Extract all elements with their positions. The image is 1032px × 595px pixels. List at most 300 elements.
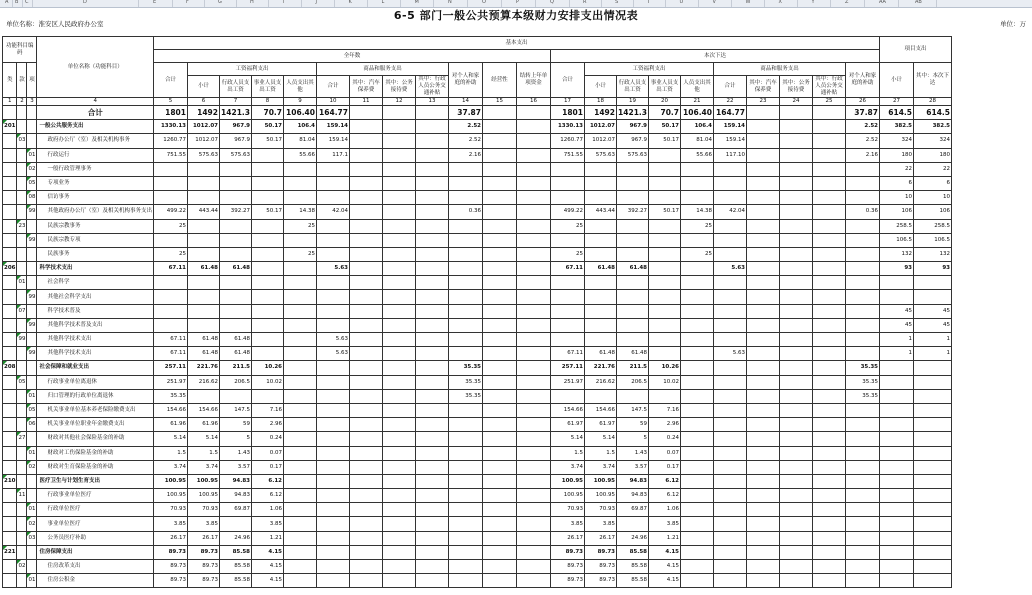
value-cell[interactable] — [681, 446, 714, 460]
value-cell[interactable] — [714, 446, 747, 460]
value-cell[interactable] — [813, 276, 846, 290]
xiang-cell[interactable] — [27, 304, 37, 318]
value-cell[interactable] — [449, 233, 483, 247]
value-cell[interactable] — [284, 531, 317, 545]
value-cell[interactable] — [780, 262, 813, 276]
value-cell[interactable]: 89.73 — [188, 560, 220, 574]
value-cell[interactable] — [846, 290, 880, 304]
value-cell[interactable]: 7.16 — [252, 403, 284, 417]
value-cell[interactable] — [714, 531, 747, 545]
value-cell[interactable]: 45 — [914, 318, 952, 332]
value-cell[interactable]: 499.22 — [551, 205, 585, 219]
value-cell[interactable] — [517, 531, 551, 545]
value-cell[interactable] — [747, 361, 780, 375]
value-cell[interactable] — [483, 531, 517, 545]
value-cell[interactable] — [846, 219, 880, 233]
value-cell[interactable]: 70.93 — [188, 503, 220, 517]
sheet-column-letter[interactable]: M — [414, 0, 419, 5]
value-cell[interactable] — [681, 318, 714, 332]
value-cell[interactable]: 35.35 — [154, 389, 188, 403]
value-cell[interactable] — [350, 503, 383, 517]
lei-cell[interactable] — [3, 560, 17, 574]
value-cell[interactable] — [714, 389, 747, 403]
value-cell[interactable] — [846, 560, 880, 574]
value-cell[interactable]: 22 — [914, 162, 952, 176]
value-cell[interactable] — [517, 318, 551, 332]
value-cell[interactable] — [517, 233, 551, 247]
value-cell[interactable]: 89.73 — [154, 545, 188, 559]
xiang-cell[interactable]: 01 — [27, 446, 37, 460]
value-cell[interactable] — [284, 418, 317, 432]
value-cell[interactable] — [813, 474, 846, 488]
value-cell[interactable] — [284, 432, 317, 446]
value-cell[interactable] — [317, 290, 350, 304]
value-cell[interactable] — [350, 176, 383, 190]
value-cell[interactable]: 61.48 — [188, 333, 220, 347]
value-cell[interactable]: 85.58 — [220, 545, 252, 559]
value-cell[interactable] — [880, 403, 914, 417]
value-cell[interactable] — [585, 318, 617, 332]
value-cell[interactable]: 4.15 — [252, 545, 284, 559]
value-cell[interactable]: 50.17 — [252, 134, 284, 148]
value-cell[interactable] — [383, 574, 416, 588]
value-cell[interactable] — [813, 517, 846, 531]
kuan-cell[interactable] — [17, 233, 27, 247]
value-cell[interactable]: 251.97 — [551, 375, 585, 389]
value-cell[interactable]: 1260.77 — [154, 134, 188, 148]
total-cell[interactable] — [517, 106, 551, 120]
value-cell[interactable] — [780, 191, 813, 205]
value-cell[interactable] — [284, 318, 317, 332]
value-cell[interactable] — [350, 418, 383, 432]
value-cell[interactable]: 89.73 — [551, 574, 585, 588]
value-cell[interactable] — [813, 489, 846, 503]
lei-cell[interactable] — [3, 219, 17, 233]
value-cell[interactable] — [649, 176, 681, 190]
value-cell[interactable] — [780, 460, 813, 474]
value-cell[interactable] — [780, 474, 813, 488]
value-cell[interactable] — [317, 361, 350, 375]
value-cell[interactable] — [383, 489, 416, 503]
kuan-cell[interactable] — [17, 205, 27, 219]
value-cell[interactable] — [681, 503, 714, 517]
value-cell[interactable]: 89.73 — [188, 545, 220, 559]
sheet-column-letter[interactable]: W — [745, 0, 751, 5]
value-cell[interactable]: 575.63 — [617, 148, 649, 162]
value-cell[interactable] — [585, 176, 617, 190]
value-cell[interactable] — [483, 247, 517, 261]
lei-cell[interactable] — [3, 247, 17, 261]
lei-cell[interactable] — [3, 503, 17, 517]
value-cell[interactable] — [483, 191, 517, 205]
value-cell[interactable] — [914, 517, 952, 531]
value-cell[interactable]: 257.11 — [154, 361, 188, 375]
lei-cell[interactable]: 210 — [3, 474, 17, 488]
value-cell[interactable] — [747, 276, 780, 290]
value-cell[interactable] — [252, 148, 284, 162]
xiang-cell[interactable]: 08 — [27, 191, 37, 205]
value-cell[interactable] — [383, 361, 416, 375]
value-cell[interactable]: 106 — [914, 205, 952, 219]
value-cell[interactable] — [252, 389, 284, 403]
value-cell[interactable]: 5.63 — [714, 262, 747, 276]
xiang-cell[interactable]: 01 — [27, 574, 37, 588]
value-cell[interactable] — [449, 503, 483, 517]
sheet-column-letter[interactable]: B — [15, 0, 19, 5]
value-cell[interactable] — [880, 276, 914, 290]
row-name-cell[interactable]: 财政对生育保险基金的补助 — [37, 460, 154, 474]
value-cell[interactable]: 6.12 — [649, 489, 681, 503]
value-cell[interactable] — [681, 276, 714, 290]
value-cell[interactable]: 159.14 — [714, 120, 747, 134]
value-cell[interactable]: 50.17 — [649, 120, 681, 134]
value-cell[interactable] — [681, 460, 714, 474]
value-cell[interactable] — [681, 389, 714, 403]
value-cell[interactable] — [220, 389, 252, 403]
value-cell[interactable] — [880, 489, 914, 503]
value-cell[interactable] — [416, 503, 449, 517]
value-cell[interactable]: 5 — [220, 432, 252, 446]
value-cell[interactable] — [154, 304, 188, 318]
lei-cell[interactable] — [3, 191, 17, 205]
value-cell[interactable] — [350, 531, 383, 545]
value-cell[interactable] — [483, 304, 517, 318]
value-cell[interactable] — [284, 560, 317, 574]
value-cell[interactable]: 10.26 — [649, 361, 681, 375]
value-cell[interactable] — [813, 233, 846, 247]
value-cell[interactable] — [350, 247, 383, 261]
value-cell[interactable] — [317, 219, 350, 233]
value-cell[interactable] — [914, 545, 952, 559]
value-cell[interactable] — [880, 418, 914, 432]
value-cell[interactable]: 26.17 — [585, 531, 617, 545]
xiang-cell[interactable]: 01 — [27, 148, 37, 162]
value-cell[interactable]: 61.48 — [220, 333, 252, 347]
xiang-cell[interactable] — [27, 333, 37, 347]
value-cell[interactable] — [747, 432, 780, 446]
xiang-cell[interactable]: 05 — [27, 176, 37, 190]
value-cell[interactable] — [914, 290, 952, 304]
value-cell[interactable]: 3.74 — [551, 460, 585, 474]
value-cell[interactable]: 106.5 — [914, 233, 952, 247]
value-cell[interactable] — [383, 418, 416, 432]
lei-cell[interactable]: 206 — [3, 262, 17, 276]
value-cell[interactable] — [483, 375, 517, 389]
value-cell[interactable]: 1260.77 — [551, 134, 585, 148]
value-cell[interactable] — [416, 333, 449, 347]
value-cell[interactable] — [383, 205, 416, 219]
xiang-cell[interactable]: 01 — [27, 389, 37, 403]
kuan-cell[interactable] — [17, 531, 27, 545]
value-cell[interactable] — [747, 162, 780, 176]
value-cell[interactable]: 0.24 — [649, 432, 681, 446]
value-cell[interactable]: 25 — [284, 219, 317, 233]
value-cell[interactable] — [551, 191, 585, 205]
value-cell[interactable] — [747, 120, 780, 134]
value-cell[interactable]: 5.14 — [585, 432, 617, 446]
value-cell[interactable]: 89.73 — [154, 574, 188, 588]
value-cell[interactable]: 45 — [880, 304, 914, 318]
xiang-cell[interactable]: 06 — [27, 418, 37, 432]
value-cell[interactable]: 967.9 — [220, 120, 252, 134]
value-cell[interactable] — [747, 375, 780, 389]
value-cell[interactable] — [449, 162, 483, 176]
value-cell[interactable]: 0.36 — [449, 205, 483, 219]
row-name-cell[interactable]: 其他政府办公厅（室）及相关机构事务支出 — [37, 205, 154, 219]
value-cell[interactable]: 3.85 — [649, 517, 681, 531]
value-cell[interactable] — [317, 460, 350, 474]
sheet-column-letter[interactable]: E — [153, 0, 157, 5]
value-cell[interactable]: 100.95 — [585, 474, 617, 488]
value-cell[interactable] — [551, 162, 585, 176]
value-cell[interactable] — [383, 375, 416, 389]
value-cell[interactable] — [813, 134, 846, 148]
value-cell[interactable] — [846, 318, 880, 332]
value-cell[interactable] — [813, 205, 846, 219]
xiang-cell[interactable] — [27, 474, 37, 488]
value-cell[interactable] — [483, 361, 517, 375]
value-cell[interactable] — [284, 162, 317, 176]
value-cell[interactable] — [517, 247, 551, 261]
value-cell[interactable] — [416, 560, 449, 574]
value-cell[interactable] — [846, 262, 880, 276]
value-cell[interactable]: 499.22 — [154, 205, 188, 219]
value-cell[interactable]: 26.17 — [551, 531, 585, 545]
value-cell[interactable]: 154.66 — [188, 403, 220, 417]
value-cell[interactable] — [780, 574, 813, 588]
value-cell[interactable] — [714, 176, 747, 190]
value-cell[interactable]: 10 — [880, 191, 914, 205]
value-cell[interactable] — [681, 432, 714, 446]
value-cell[interactable] — [154, 191, 188, 205]
total-cell[interactable]: 164.77 — [714, 106, 747, 120]
value-cell[interactable] — [517, 375, 551, 389]
value-cell[interactable] — [914, 531, 952, 545]
value-cell[interactable] — [383, 233, 416, 247]
value-cell[interactable] — [914, 503, 952, 517]
value-cell[interactable]: 25 — [284, 247, 317, 261]
value-cell[interactable] — [649, 148, 681, 162]
value-cell[interactable] — [383, 304, 416, 318]
value-cell[interactable] — [483, 219, 517, 233]
lei-cell[interactable] — [3, 162, 17, 176]
value-cell[interactable] — [780, 276, 813, 290]
total-cell[interactable] — [813, 106, 846, 120]
value-cell[interactable] — [846, 333, 880, 347]
value-cell[interactable] — [383, 389, 416, 403]
value-cell[interactable] — [383, 162, 416, 176]
value-cell[interactable]: 1330.13 — [551, 120, 585, 134]
value-cell[interactable] — [813, 418, 846, 432]
value-cell[interactable] — [483, 120, 517, 134]
xiang-cell[interactable]: 01 — [27, 503, 37, 517]
row-name-cell[interactable]: 其他科学技术支出 — [37, 333, 154, 347]
sheet-column-letter[interactable]: I — [282, 0, 284, 5]
value-cell[interactable] — [517, 545, 551, 559]
value-cell[interactable] — [780, 560, 813, 574]
value-cell[interactable]: 2.52 — [846, 134, 880, 148]
value-cell[interactable]: 14.38 — [681, 205, 714, 219]
value-cell[interactable]: 257.11 — [551, 361, 585, 375]
value-cell[interactable] — [846, 233, 880, 247]
value-cell[interactable] — [284, 233, 317, 247]
value-cell[interactable] — [350, 120, 383, 134]
value-cell[interactable] — [416, 219, 449, 233]
total-cell[interactable]: 106.40 — [284, 106, 317, 120]
value-cell[interactable] — [517, 176, 551, 190]
value-cell[interactable]: 67.11 — [154, 347, 188, 361]
value-cell[interactable]: 67.11 — [154, 262, 188, 276]
kuan-cell[interactable] — [17, 361, 27, 375]
value-cell[interactable] — [649, 247, 681, 261]
value-cell[interactable]: 0.17 — [649, 460, 681, 474]
kuan-cell[interactable] — [17, 446, 27, 460]
value-cell[interactable]: 258.5 — [914, 219, 952, 233]
sheet-column-letter[interactable]: C — [25, 0, 29, 5]
xiang-cell[interactable] — [27, 361, 37, 375]
value-cell[interactable] — [317, 432, 350, 446]
total-cell[interactable]: 1801 — [154, 106, 188, 120]
kuan-cell[interactable] — [17, 474, 27, 488]
value-cell[interactable] — [846, 489, 880, 503]
sheet-column-letter[interactable]: F — [186, 0, 189, 5]
row-name-cell[interactable]: 机关事业单位基本养老保险缴费支出 — [37, 403, 154, 417]
value-cell[interactable] — [846, 545, 880, 559]
value-cell[interactable]: 10 — [914, 191, 952, 205]
value-cell[interactable] — [649, 191, 681, 205]
value-cell[interactable] — [383, 176, 416, 190]
value-cell[interactable]: 1.5 — [188, 446, 220, 460]
value-cell[interactable]: 1012.07 — [585, 120, 617, 134]
value-cell[interactable] — [585, 304, 617, 318]
value-cell[interactable]: 4.15 — [252, 574, 284, 588]
value-cell[interactable]: 575.63 — [220, 148, 252, 162]
row-name-cell[interactable]: 科学技术支出 — [37, 262, 154, 276]
value-cell[interactable]: 89.73 — [551, 545, 585, 559]
value-cell[interactable]: 4.15 — [252, 560, 284, 574]
xiang-cell[interactable] — [27, 432, 37, 446]
value-cell[interactable] — [747, 262, 780, 276]
value-cell[interactable]: 26.17 — [188, 531, 220, 545]
value-cell[interactable]: 1012.07 — [188, 134, 220, 148]
lei-cell[interactable] — [3, 148, 17, 162]
value-cell[interactable] — [317, 517, 350, 531]
value-cell[interactable] — [681, 347, 714, 361]
value-cell[interactable] — [383, 262, 416, 276]
value-cell[interactable] — [747, 474, 780, 488]
value-cell[interactable] — [449, 460, 483, 474]
value-cell[interactable]: 5.63 — [317, 262, 350, 276]
lei-cell[interactable] — [3, 432, 17, 446]
value-cell[interactable]: 2.96 — [252, 418, 284, 432]
value-cell[interactable]: 61.48 — [220, 262, 252, 276]
value-cell[interactable] — [551, 333, 585, 347]
value-cell[interactable] — [284, 361, 317, 375]
value-cell[interactable] — [585, 276, 617, 290]
xiang-cell[interactable]: 99 — [27, 347, 37, 361]
value-cell[interactable]: 443.44 — [585, 205, 617, 219]
value-cell[interactable]: 0.17 — [252, 460, 284, 474]
value-cell[interactable] — [383, 446, 416, 460]
kuan-cell[interactable]: 99 — [17, 333, 27, 347]
value-cell[interactable] — [880, 432, 914, 446]
value-cell[interactable] — [681, 560, 714, 574]
value-cell[interactable] — [416, 446, 449, 460]
value-cell[interactable] — [617, 290, 649, 304]
value-cell[interactable]: 1.43 — [220, 446, 252, 460]
value-cell[interactable]: 25 — [681, 219, 714, 233]
value-cell[interactable] — [780, 432, 813, 446]
value-cell[interactable] — [747, 290, 780, 304]
value-cell[interactable] — [416, 389, 449, 403]
value-cell[interactable]: 5.14 — [154, 432, 188, 446]
value-cell[interactable] — [284, 403, 317, 417]
lei-cell[interactable]: 208 — [3, 361, 17, 375]
value-cell[interactable] — [449, 247, 483, 261]
value-cell[interactable] — [252, 262, 284, 276]
value-cell[interactable] — [517, 219, 551, 233]
value-cell[interactable] — [317, 375, 350, 389]
value-cell[interactable] — [350, 489, 383, 503]
value-cell[interactable]: 69.87 — [220, 503, 252, 517]
value-cell[interactable] — [449, 418, 483, 432]
value-cell[interactable] — [154, 176, 188, 190]
value-cell[interactable]: 159.14 — [317, 134, 350, 148]
value-cell[interactable] — [284, 333, 317, 347]
value-cell[interactable] — [846, 460, 880, 474]
value-cell[interactable]: 4.15 — [649, 545, 681, 559]
row-name-cell[interactable]: 民族宗教专项 — [37, 233, 154, 247]
value-cell[interactable] — [350, 304, 383, 318]
value-cell[interactable] — [220, 290, 252, 304]
kuan-cell[interactable] — [17, 389, 27, 403]
value-cell[interactable] — [813, 389, 846, 403]
value-cell[interactable] — [188, 176, 220, 190]
value-cell[interactable]: 25 — [154, 247, 188, 261]
sheet-column-letter[interactable]: V — [712, 0, 716, 5]
value-cell[interactable]: 69.87 — [617, 503, 649, 517]
value-cell[interactable] — [383, 219, 416, 233]
value-cell[interactable] — [284, 262, 317, 276]
value-cell[interactable]: 7.16 — [649, 403, 681, 417]
value-cell[interactable] — [252, 347, 284, 361]
value-cell[interactable] — [681, 262, 714, 276]
value-cell[interactable]: 751.55 — [154, 148, 188, 162]
lei-cell[interactable] — [3, 418, 17, 432]
value-cell[interactable]: 35.35 — [449, 375, 483, 389]
value-cell[interactable] — [317, 162, 350, 176]
value-cell[interactable]: 50.17 — [649, 205, 681, 219]
value-cell[interactable]: 3.85 — [551, 517, 585, 531]
value-cell[interactable]: 324 — [914, 134, 952, 148]
value-cell[interactable] — [747, 389, 780, 403]
value-cell[interactable] — [681, 474, 714, 488]
row-name-cell[interactable]: 医疗卫生与计划生育支出 — [37, 474, 154, 488]
value-cell[interactable] — [846, 276, 880, 290]
value-cell[interactable] — [747, 191, 780, 205]
value-cell[interactable] — [517, 304, 551, 318]
value-cell[interactable]: 180 — [914, 148, 952, 162]
value-cell[interactable]: 1.5 — [551, 446, 585, 460]
sheet-column-letter[interactable]: P — [516, 0, 520, 5]
value-cell[interactable]: 159.14 — [714, 134, 747, 148]
value-cell[interactable] — [350, 233, 383, 247]
total-cell[interactable]: 164.77 — [317, 106, 350, 120]
row-name-cell[interactable]: 行政运行 — [37, 148, 154, 162]
value-cell[interactable]: 1012.07 — [188, 120, 220, 134]
value-cell[interactable] — [383, 333, 416, 347]
value-cell[interactable]: 35.35 — [449, 389, 483, 403]
